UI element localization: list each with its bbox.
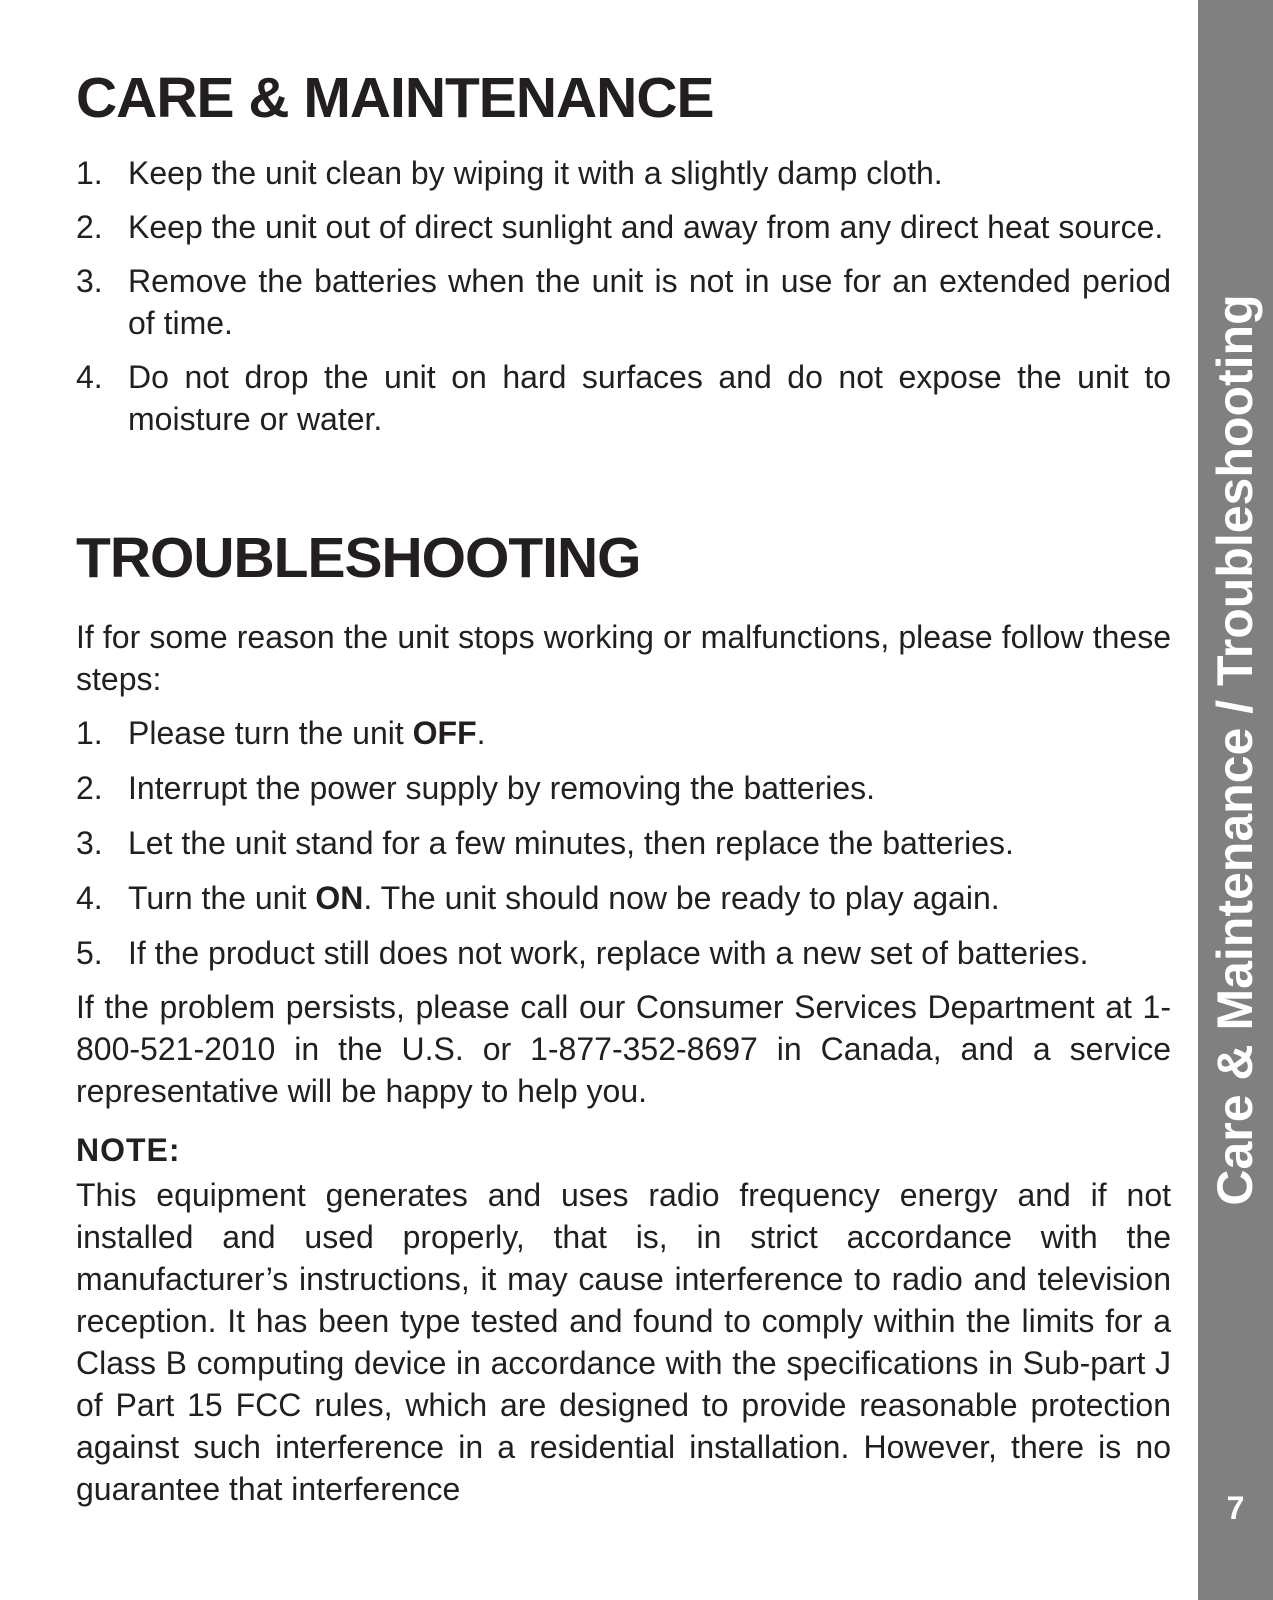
- item-text-end: .: [476, 715, 486, 751]
- list-item: [76, 206, 1171, 248]
- support-contact-paragraph: If the problem persists, please call our Consumer Services Department at 1-800-521-2010 in the U.S. or 1-877-352-8697 in Canada, and a service representative will be happy to help you.: [76, 989, 1171, 1109]
- item-number: 4.: [76, 359, 103, 395]
- item-text: Remove the batteries when the unit is not in use for an extended period of time.: [128, 263, 1171, 341]
- item-text: Interrupt the power supply by removing the batteries.: [128, 770, 876, 806]
- item-emphasis: ON: [315, 880, 364, 916]
- item-emphasis: OFF: [412, 715, 477, 751]
- item-number: 5.: [76, 935, 103, 971]
- item-text: Do not drop the unit on hard surfaces and do not expose the unit to moisture or water.: [128, 359, 1171, 437]
- troubleshooting-heading: TROUBLESHOOTING: [76, 526, 641, 590]
- item-text: Please turn the unit: [128, 715, 413, 751]
- note-label: NOTE:: [76, 1132, 181, 1168]
- sidebar-section-title: Care & Maintenance / Troubleshooting: [1207, 294, 1263, 1206]
- section-sidebar-tab: [1198, 0, 1273, 1600]
- list-item: [76, 767, 1171, 809]
- item-number: 3.: [76, 825, 103, 861]
- note-body: This equipment generates and uses radio frequency energy and if not installed and used properly, that is, in strict accordance with the manufacturer’s instructions, it may cause interference to radio and television reception. It has been type tested and found to comply within the limits for a Class B computing device in accordance with the specifications in Sub-part J of Part 15 FCC rules, which are designed to provide reasonable protection against such interference in a residential installation. However, there is no guarantee that interference: [76, 1177, 1171, 1507]
- item-number: 4.: [76, 880, 103, 916]
- item-text: Turn the unit: [128, 880, 316, 916]
- care-list: [76, 152, 1171, 452]
- list-item: [76, 152, 1171, 194]
- list-item: [76, 356, 1171, 440]
- troubleshooting-steps: [76, 712, 1171, 987]
- item-number: 1.: [76, 155, 103, 191]
- item-number: 3.: [76, 263, 103, 299]
- item-number: 2.: [76, 209, 103, 245]
- item-text: If the product still does not work, replace with a new set of batteries.: [128, 935, 1089, 971]
- list-item: [76, 877, 1171, 919]
- item-text: Keep the unit out of direct sunlight and away from any direct heat source.: [128, 209, 1164, 245]
- item-text: Keep the unit clean by wiping it with a slightly damp cloth.: [128, 155, 943, 191]
- item-number: 1.: [76, 715, 103, 751]
- troubleshooting-intro: If for some reason the unit stops working or malfunctions, please follow these steps:: [76, 619, 1171, 697]
- list-item: [76, 712, 1171, 754]
- item-text: Let the unit stand for a few minutes, then replace the batteries.: [128, 825, 1014, 861]
- care-maintenance-heading: CARE & MAINTENANCE: [76, 66, 714, 130]
- item-number: 2.: [76, 770, 103, 806]
- list-item: [76, 932, 1171, 974]
- list-item: [76, 260, 1171, 344]
- item-text-end: . The unit should now be ready to play again.: [363, 880, 1000, 916]
- list-item: [76, 822, 1171, 864]
- page-number: 7: [1226, 1490, 1245, 1526]
